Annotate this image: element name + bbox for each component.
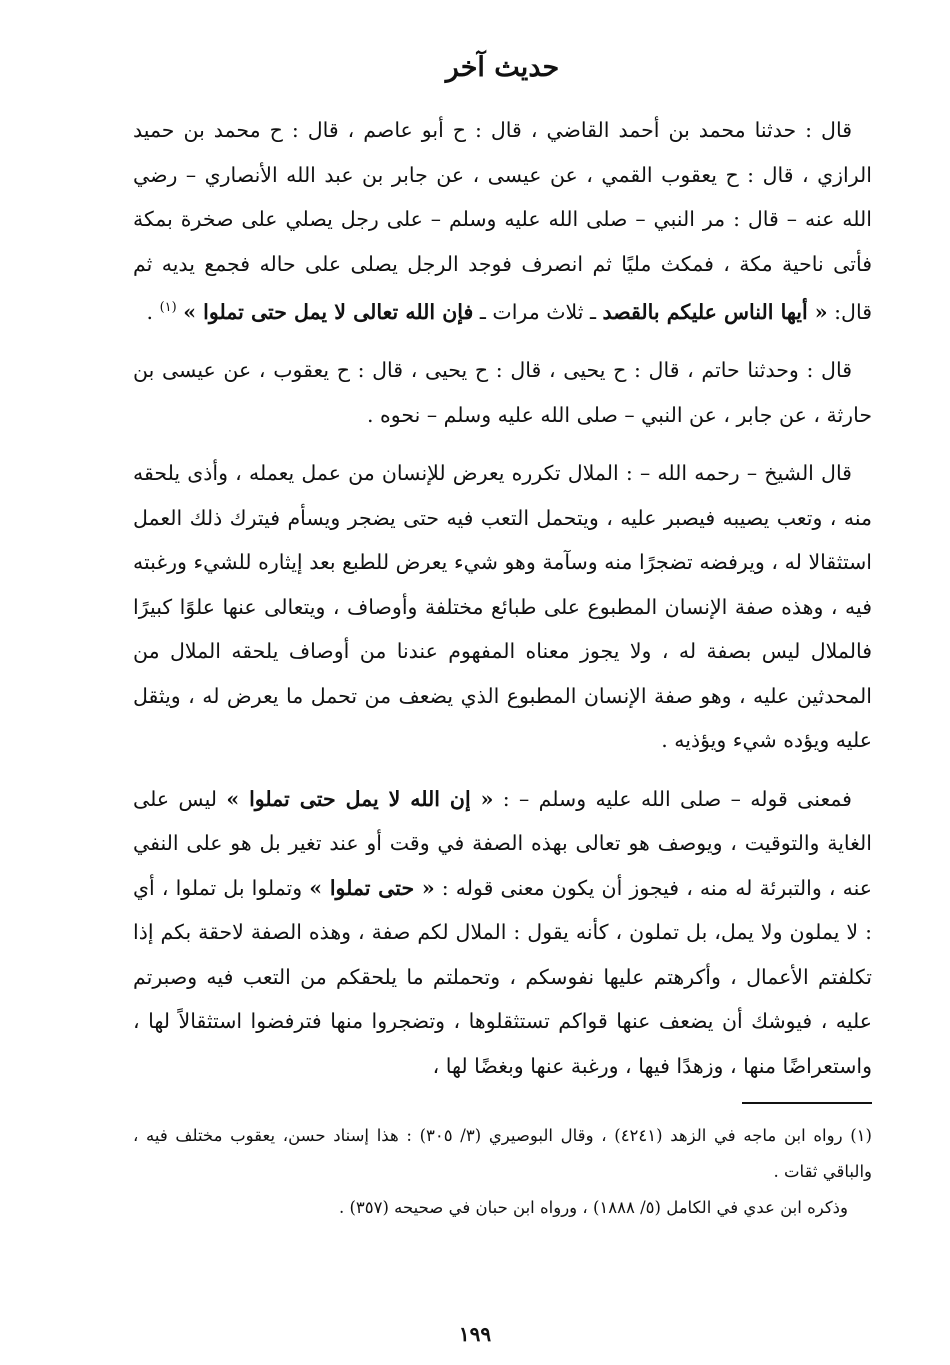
footnote-1-continued: وذكره ابن عدي في الكامل (٥/ ١٨٨٨) ، ورواه ابن حبان في صحيحه (٣٥٧) . — [338, 1198, 848, 1218]
hadith-quote: « حتى تملوا » — [309, 875, 435, 900]
hadith-quote: « إن الله لا يمل حتى تملوا » — [226, 786, 494, 811]
footnote-marker: (١) — [159, 300, 177, 315]
paragraph-text: ليس على الغاية والتوقيت ، ويوصف هو تعالى بهذه الصفة في وقت أو عند تغير بل هو على النفي عنه ، والتبرئة له منه ، فيجوز أن يكون معنى قوله : — [133, 786, 872, 900]
section-heading: حديث آخر — [445, 52, 560, 83]
paragraph-hadith-narration — [133, 108, 872, 334]
paragraph-commentary: قال الشيخ – رحمه الله – : الملال تكرره يعرض للإنسان من عمل يعمله ، وأذى يلحقه منه ، وتعب يصيبه فيصبر عليه ، ويتحمل التعب فيه حتى يضجر ويسأم فيترك ذلك العمل استثقالا له ، ويرفضه تضجرًا منه وسآمة وهو شيء يعرض للطبع بعد إيثاره للشيء ورغبته فيه ، وهذه صفة الإنسان المطبوع على طبائع مختلفة وأوصاف ، ويتعالى عنها علوًا كبيرًا فالملال ليس بصفة له ، ولا يجوز معناه المفهوم عندنا من أوصاف يلحقه الملال من المحدثين عليه ، وهو صفة الإنسان المطبوع الذي يضعف من تحمل ما يعرض له ، ويثقل عليه ويؤده شيء ويؤذيه . — [133, 461, 872, 753]
paragraph-meaning — [133, 777, 872, 1089]
footnote-1: (١) رواه ابن ماجه في الزهد (٤٢٤١) ، وقال البوصيري (٣/ ٣٠٥) : هذا إسناد حسن، يعقوب مختلف فيه ، والباقي ثقات . — [133, 1126, 872, 1182]
paragraph-text: فمعنى قوله – صلى الله عليه وسلم – : — [493, 786, 852, 811]
paragraph-text: ـ ثلاث مرات ـ — [473, 299, 603, 324]
hadith-quote: فإن الله تعالى لا يمل حتى تملوا » — [183, 299, 474, 324]
paragraph-text: قال : حدثنا محمد بن أحمد القاضي ، قال : ح أبو عاصم ، قال : ح محمد بن حميد الرازي ، قال : ح يعقوب القمي ، عن عيسى ، عن جابر بن عبد الله الأنصاري – رضي الله عنه – قال : مر النبي – صلى الله عليه وسلم – على رجل يصلي على صخرة بمكة فأتى ناحية مكة ، فمكث مليًا ثم انصرف فوجد الرجل يصلى على حاله فجمع يديه ثم قال: — [133, 118, 872, 324]
page-number: ١٩٩ — [458, 1322, 492, 1346]
hadith-quote: « أيها الناس عليكم بالقصد — [602, 299, 828, 324]
footnote-divider — [742, 1102, 872, 1104]
paragraph-text: . — [146, 299, 160, 324]
paragraph-second-chain: قال : وحدثنا حاتم ، قال : ح يحيى ، قال : ح يحيى ، قال : ح يعقوب ، عن عيسى بن حارثة ، عن جابر ، عن النبي – صلى الله عليه وسلم – نحوه . — [133, 358, 872, 427]
paragraph-text: وتملوا بل تملوا ، أي : لا يملون ولا يمل، بل تملون ، كأنه يقول : الملال لكم صفة ، وهذه الصفة لاحقة بكم إذا تكلفتم الأعمال ، وأكرهتم عليها نفوسكم ، وتحملتم ما يلحقكم من التعب فيه وصبرتم عليه ، فيوشك أن يضعف عنها قواكم تستثقلوها ، وتضجروا منها فترفضوا استثقالاً لها ، واستعراضًا منها ، وزهدًا فيها ، ورغبة عنها وبغضًا لها ، — [133, 875, 872, 1078]
